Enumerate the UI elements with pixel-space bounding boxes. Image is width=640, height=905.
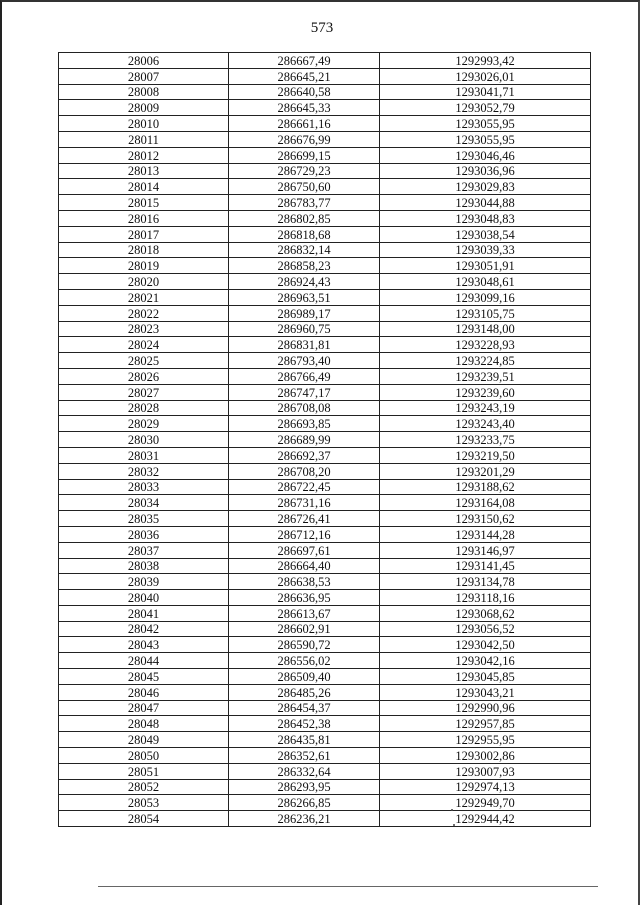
point-number-cell: 28034 <box>59 495 229 511</box>
y-coordinate-cell: 1293052,79 <box>380 100 591 116</box>
y-coordinate-cell: 1293051,91 <box>380 258 591 274</box>
y-coordinate-cell: 1293144,28 <box>380 526 591 542</box>
table-row <box>59 131 591 147</box>
point-number-cell: 28039 <box>59 574 229 590</box>
x-coordinate-cell: 286640,58 <box>229 84 380 100</box>
table-row <box>59 621 591 637</box>
x-coordinate-cell: 286693,85 <box>229 416 380 432</box>
point-number-cell: 28031 <box>59 447 229 463</box>
x-coordinate-cell: 286509,40 <box>229 669 380 685</box>
table-row <box>59 558 591 574</box>
x-coordinate-cell: 286963,51 <box>229 289 380 305</box>
table-row <box>59 258 591 274</box>
y-coordinate-cell: 1293041,71 <box>380 84 591 100</box>
table-row <box>59 289 591 305</box>
y-coordinate-cell: 1292955,95 <box>380 732 591 748</box>
table-row <box>59 416 591 432</box>
table-row <box>59 195 591 211</box>
x-coordinate-cell: 286236,21 <box>229 811 380 827</box>
point-number-cell: 28015 <box>59 195 229 211</box>
y-coordinate-cell: 1292993,42 <box>380 53 591 69</box>
x-coordinate-cell: 286266,85 <box>229 795 380 811</box>
table-row <box>59 574 591 590</box>
point-number-cell: 28045 <box>59 669 229 685</box>
x-coordinate-cell: 286729,23 <box>229 163 380 179</box>
y-coordinate-cell: 1293118,16 <box>380 590 591 606</box>
y-coordinate-cell: 1293141,45 <box>380 558 591 574</box>
y-coordinate-cell: 1293029,83 <box>380 179 591 195</box>
bottom-rule <box>98 886 598 887</box>
table-row <box>59 321 591 337</box>
point-number-cell: 28033 <box>59 479 229 495</box>
point-number-cell: 28038 <box>59 558 229 574</box>
point-number-cell: 28024 <box>59 337 229 353</box>
y-coordinate-cell: 1293099,16 <box>380 289 591 305</box>
y-coordinate-cell: 1293164,08 <box>380 495 591 511</box>
y-coordinate-cell: 1293146,97 <box>380 542 591 558</box>
point-number-cell: 28053 <box>59 795 229 811</box>
x-coordinate-cell: 286645,33 <box>229 100 380 116</box>
table-row <box>59 590 591 606</box>
x-coordinate-cell: 286485,26 <box>229 684 380 700</box>
x-coordinate-cell: 286613,67 <box>229 605 380 621</box>
point-number-cell: 28037 <box>59 542 229 558</box>
y-coordinate-cell: 1292974,13 <box>380 779 591 795</box>
point-number-cell: 28011 <box>59 131 229 147</box>
x-coordinate-cell: 286692,37 <box>229 447 380 463</box>
x-coordinate-cell: 286699,15 <box>229 147 380 163</box>
table-row <box>59 463 591 479</box>
x-coordinate-cell: 286989,17 <box>229 305 380 321</box>
x-coordinate-cell: 286602,91 <box>229 621 380 637</box>
table-row <box>59 795 591 811</box>
x-coordinate-cell: 286661,16 <box>229 116 380 132</box>
x-coordinate-cell: 286645,21 <box>229 68 380 84</box>
point-number-cell: 28035 <box>59 511 229 527</box>
point-number-cell: 28017 <box>59 226 229 242</box>
table-row <box>59 684 591 700</box>
point-number-cell: 28009 <box>59 100 229 116</box>
x-coordinate-cell: 286697,61 <box>229 542 380 558</box>
y-coordinate-cell: 1293224,85 <box>380 353 591 369</box>
table-row <box>59 226 591 242</box>
x-coordinate-cell: 286924,43 <box>229 274 380 290</box>
point-number-cell: 28028 <box>59 400 229 416</box>
x-coordinate-cell: 286293,95 <box>229 779 380 795</box>
x-coordinate-cell: 286708,20 <box>229 463 380 479</box>
y-coordinate-cell: 1293039,33 <box>380 242 591 258</box>
y-coordinate-cell: 1293044,88 <box>380 195 591 211</box>
y-coordinate-cell: 1293219,50 <box>380 447 591 463</box>
table-row <box>59 811 591 827</box>
y-coordinate-cell: 1293055,95 <box>380 116 591 132</box>
x-coordinate-cell: 286676,99 <box>229 131 380 147</box>
x-coordinate-cell: 286731,16 <box>229 495 380 511</box>
x-coordinate-cell: 286802,85 <box>229 210 380 226</box>
point-number-cell: 28013 <box>59 163 229 179</box>
x-coordinate-cell: 286712,16 <box>229 526 380 542</box>
x-coordinate-cell: 286783,77 <box>229 195 380 211</box>
table-row <box>59 384 591 400</box>
x-coordinate-cell: 286667,49 <box>229 53 380 69</box>
y-coordinate-cell: 1293042,16 <box>380 653 591 669</box>
table-row <box>59 732 591 748</box>
y-coordinate-cell: 1292957,85 <box>380 716 591 732</box>
table-row <box>59 716 591 732</box>
table-row <box>59 353 591 369</box>
y-coordinate-cell: 1293036,96 <box>380 163 591 179</box>
y-coordinate-cell: 1292990,96 <box>380 700 591 716</box>
point-number-cell: 28023 <box>59 321 229 337</box>
y-coordinate-cell: 1293046,46 <box>380 147 591 163</box>
point-number-cell: 28020 <box>59 274 229 290</box>
point-number-cell: 28036 <box>59 526 229 542</box>
coordinates-table <box>58 52 591 827</box>
point-number-cell: 28014 <box>59 179 229 195</box>
point-number-cell: 28010 <box>59 116 229 132</box>
table-row <box>59 242 591 258</box>
point-number-cell: 28012 <box>59 147 229 163</box>
x-coordinate-cell: 286708,08 <box>229 400 380 416</box>
x-coordinate-cell: 286664,40 <box>229 558 380 574</box>
x-coordinate-cell: 286793,40 <box>229 353 380 369</box>
y-coordinate-cell: 1293043,21 <box>380 684 591 700</box>
table-row <box>59 400 591 416</box>
point-number-cell: 28041 <box>59 605 229 621</box>
x-coordinate-cell: 286435,81 <box>229 732 380 748</box>
table-row <box>59 116 591 132</box>
y-coordinate-cell: 1293068,62 <box>380 605 591 621</box>
y-coordinate-cell: 1293228,93 <box>380 337 591 353</box>
table-row <box>59 605 591 621</box>
point-number-cell: 28008 <box>59 84 229 100</box>
coordinates-table-body <box>59 53 591 827</box>
y-coordinate-cell: 1293056,52 <box>380 621 591 637</box>
x-coordinate-cell: 286766,49 <box>229 368 380 384</box>
table-row <box>59 53 591 69</box>
point-number-cell: 28048 <box>59 716 229 732</box>
x-coordinate-cell: 286832,14 <box>229 242 380 258</box>
x-coordinate-cell: 286722,45 <box>229 479 380 495</box>
page-number: 573 <box>310 20 334 36</box>
y-coordinate-cell: 1293045,85 <box>380 669 591 685</box>
x-coordinate-cell: 286454,37 <box>229 700 380 716</box>
point-number-cell: 28032 <box>59 463 229 479</box>
x-coordinate-cell: 286636,95 <box>229 590 380 606</box>
y-coordinate-cell: 1293007,93 <box>380 763 591 779</box>
y-coordinate-cell: 1293048,83 <box>380 210 591 226</box>
y-coordinate-cell: 1292944,42 <box>380 811 591 827</box>
point-number-cell: 28019 <box>59 258 229 274</box>
y-coordinate-cell: 1293188,62 <box>380 479 591 495</box>
point-number-cell: 28006 <box>59 53 229 69</box>
y-coordinate-cell: 1293243,19 <box>380 400 591 416</box>
point-number-cell: 28049 <box>59 732 229 748</box>
point-number-cell: 28043 <box>59 637 229 653</box>
table-row <box>59 147 591 163</box>
y-coordinate-cell: 1293239,51 <box>380 368 591 384</box>
table-row <box>59 368 591 384</box>
y-coordinate-cell: 1293055,95 <box>380 131 591 147</box>
x-coordinate-cell: 286452,38 <box>229 716 380 732</box>
scan-speck <box>453 824 455 826</box>
x-coordinate-cell: 286750,60 <box>229 179 380 195</box>
table-row <box>59 653 591 669</box>
table-row <box>59 748 591 764</box>
y-coordinate-cell: 1293148,00 <box>380 321 591 337</box>
x-coordinate-cell: 286556,02 <box>229 653 380 669</box>
x-coordinate-cell: 286858,23 <box>229 258 380 274</box>
point-number-cell: 28046 <box>59 684 229 700</box>
point-number-cell: 28018 <box>59 242 229 258</box>
table-row <box>59 210 591 226</box>
point-number-cell: 28007 <box>59 68 229 84</box>
point-number-cell: 28042 <box>59 621 229 637</box>
x-coordinate-cell: 286818,68 <box>229 226 380 242</box>
point-number-cell: 28029 <box>59 416 229 432</box>
table-row <box>59 68 591 84</box>
y-coordinate-cell: 1293002,86 <box>380 748 591 764</box>
table-row <box>59 669 591 685</box>
y-coordinate-cell: 1293201,29 <box>380 463 591 479</box>
y-coordinate-cell: 1293105,75 <box>380 305 591 321</box>
point-number-cell: 28030 <box>59 432 229 448</box>
x-coordinate-cell: 286747,17 <box>229 384 380 400</box>
point-number-cell: 28054 <box>59 811 229 827</box>
y-coordinate-cell: 1293038,54 <box>380 226 591 242</box>
table-row <box>59 337 591 353</box>
table-row <box>59 163 591 179</box>
table-row <box>59 447 591 463</box>
table-row <box>59 511 591 527</box>
y-coordinate-cell: 1293239,60 <box>380 384 591 400</box>
table-row <box>59 432 591 448</box>
table-row <box>59 495 591 511</box>
x-coordinate-cell: 286831,81 <box>229 337 380 353</box>
table-row <box>59 542 591 558</box>
table-row <box>59 763 591 779</box>
y-coordinate-cell: 1293150,62 <box>380 511 591 527</box>
x-coordinate-cell: 286689,99 <box>229 432 380 448</box>
x-coordinate-cell: 286352,61 <box>229 748 380 764</box>
point-number-cell: 28050 <box>59 748 229 764</box>
point-number-cell: 28021 <box>59 289 229 305</box>
table-row <box>59 179 591 195</box>
y-coordinate-cell: 1292949,70 <box>380 795 591 811</box>
y-coordinate-cell: 1293233,75 <box>380 432 591 448</box>
point-number-cell: 28052 <box>59 779 229 795</box>
table-row <box>59 479 591 495</box>
x-coordinate-cell: 286726,41 <box>229 511 380 527</box>
table-row <box>59 526 591 542</box>
point-number-cell: 28016 <box>59 210 229 226</box>
table-row <box>59 700 591 716</box>
point-number-cell: 28040 <box>59 590 229 606</box>
point-number-cell: 28027 <box>59 384 229 400</box>
y-coordinate-cell: 1293026,01 <box>380 68 591 84</box>
table-row <box>59 637 591 653</box>
x-coordinate-cell: 286638,53 <box>229 574 380 590</box>
x-coordinate-cell: 286332,64 <box>229 763 380 779</box>
scan-speck <box>451 809 453 811</box>
x-coordinate-cell: 286590,72 <box>229 637 380 653</box>
table-row <box>59 84 591 100</box>
table-row <box>59 779 591 795</box>
point-number-cell: 28044 <box>59 653 229 669</box>
table-row <box>59 305 591 321</box>
coordinates-table-container <box>58 52 590 827</box>
y-coordinate-cell: 1293042,50 <box>380 637 591 653</box>
point-number-cell: 28047 <box>59 700 229 716</box>
point-number-cell: 28051 <box>59 763 229 779</box>
point-number-cell: 28025 <box>59 353 229 369</box>
point-number-cell: 28026 <box>59 368 229 384</box>
table-row <box>59 274 591 290</box>
y-coordinate-cell: 1293243,40 <box>380 416 591 432</box>
y-coordinate-cell: 1293134,78 <box>380 574 591 590</box>
x-coordinate-cell: 286960,75 <box>229 321 380 337</box>
point-number-cell: 28022 <box>59 305 229 321</box>
y-coordinate-cell: 1293048,61 <box>380 274 591 290</box>
table-row <box>59 100 591 116</box>
